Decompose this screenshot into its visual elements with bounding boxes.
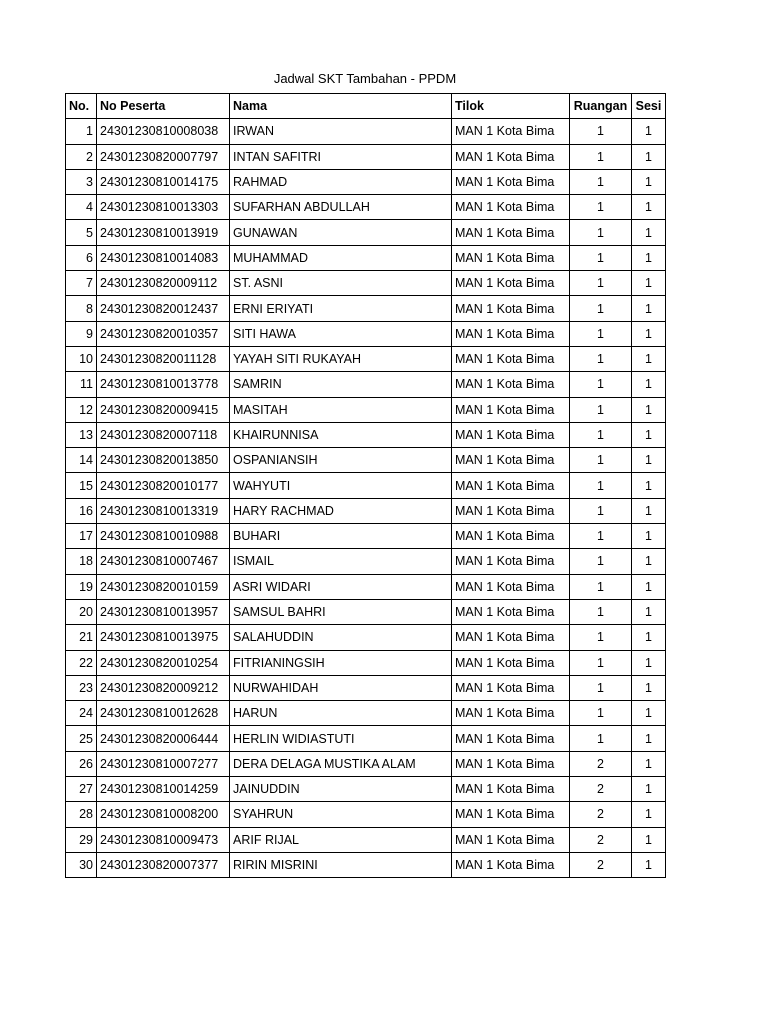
- cell-tilok: MAN 1 Kota Bima: [452, 220, 570, 245]
- cell-nama: SUFARHAN ABDULLAH: [230, 195, 452, 220]
- cell-nama: HERLIN WIDIASTUTI: [230, 726, 452, 751]
- cell-no: 21: [66, 625, 97, 650]
- cell-sesi: 1: [632, 397, 666, 422]
- cell-sesi: 1: [632, 650, 666, 675]
- cell-sesi: 1: [632, 422, 666, 447]
- cell-no-peserta: 24301230810010988: [97, 524, 230, 549]
- cell-no: 24: [66, 701, 97, 726]
- header-no: No.: [66, 94, 97, 119]
- cell-no: 4: [66, 195, 97, 220]
- cell-no: 12: [66, 397, 97, 422]
- cell-nama: SITI HAWA: [230, 321, 452, 346]
- table-row: [66, 675, 666, 700]
- cell-ruangan: 1: [570, 574, 632, 599]
- table-row: [66, 751, 666, 776]
- cell-nama: GUNAWAN: [230, 220, 452, 245]
- cell-nama: NURWAHIDAH: [230, 675, 452, 700]
- table-row: [66, 827, 666, 852]
- cell-tilok: MAN 1 Kota Bima: [452, 777, 570, 802]
- cell-no: 15: [66, 473, 97, 498]
- cell-no-peserta: 24301230810013975: [97, 625, 230, 650]
- cell-tilok: MAN 1 Kota Bima: [452, 726, 570, 751]
- cell-nama: FITRIANINGSIH: [230, 650, 452, 675]
- cell-tilok: MAN 1 Kota Bima: [452, 498, 570, 523]
- cell-ruangan: 1: [570, 195, 632, 220]
- cell-sesi: 1: [632, 852, 666, 877]
- cell-no: 18: [66, 549, 97, 574]
- cell-no: 20: [66, 599, 97, 624]
- cell-no: 8: [66, 296, 97, 321]
- cell-no: 2: [66, 144, 97, 169]
- cell-sesi: 1: [632, 802, 666, 827]
- cell-tilok: MAN 1 Kota Bima: [452, 422, 570, 447]
- cell-tilok: MAN 1 Kota Bima: [452, 625, 570, 650]
- cell-sesi: 1: [632, 169, 666, 194]
- table-row: [66, 220, 666, 245]
- cell-tilok: MAN 1 Kota Bima: [452, 144, 570, 169]
- cell-tilok: MAN 1 Kota Bima: [452, 802, 570, 827]
- table-row: [66, 701, 666, 726]
- cell-nama: OSPANIANSIH: [230, 448, 452, 473]
- cell-no-peserta: 24301230810014083: [97, 245, 230, 270]
- cell-tilok: MAN 1 Kota Bima: [452, 271, 570, 296]
- table-row: [66, 599, 666, 624]
- cell-no-peserta: 24301230810007277: [97, 751, 230, 776]
- cell-ruangan: 1: [570, 498, 632, 523]
- cell-nama: ST. ASNI: [230, 271, 452, 296]
- cell-nama: ISMAIL: [230, 549, 452, 574]
- cell-no-peserta: 24301230810013778: [97, 372, 230, 397]
- cell-ruangan: 1: [570, 650, 632, 675]
- cell-sesi: 1: [632, 625, 666, 650]
- table-row: [66, 195, 666, 220]
- cell-tilok: MAN 1 Kota Bima: [452, 701, 570, 726]
- cell-nama: IRWAN: [230, 119, 452, 144]
- table-row: [66, 549, 666, 574]
- cell-tilok: MAN 1 Kota Bima: [452, 675, 570, 700]
- table-row: [66, 802, 666, 827]
- cell-nama: MUHAMMAD: [230, 245, 452, 270]
- cell-nama: BUHARI: [230, 524, 452, 549]
- cell-ruangan: 2: [570, 852, 632, 877]
- cell-no-peserta: 24301230820009212: [97, 675, 230, 700]
- cell-ruangan: 1: [570, 448, 632, 473]
- cell-sesi: 1: [632, 372, 666, 397]
- table-row: [66, 346, 666, 371]
- header-tilok: Tilok: [452, 94, 570, 119]
- table-row: [66, 448, 666, 473]
- cell-sesi: 1: [632, 321, 666, 346]
- cell-no: 14: [66, 448, 97, 473]
- cell-no-peserta: 24301230820006444: [97, 726, 230, 751]
- cell-nama: SAMSUL BAHRI: [230, 599, 452, 624]
- cell-ruangan: 1: [570, 321, 632, 346]
- cell-ruangan: 1: [570, 144, 632, 169]
- cell-ruangan: 1: [570, 271, 632, 296]
- header-sesi: Sesi: [632, 94, 666, 119]
- cell-nama: ASRI WIDARI: [230, 574, 452, 599]
- cell-no-peserta: 24301230810008038: [97, 119, 230, 144]
- table-header-row: [66, 94, 666, 119]
- cell-ruangan: 2: [570, 827, 632, 852]
- cell-no: 7: [66, 271, 97, 296]
- cell-no-peserta: 24301230810013303: [97, 195, 230, 220]
- cell-nama: DERA DELAGA MUSTIKA ALAM: [230, 751, 452, 776]
- cell-no: 10: [66, 346, 97, 371]
- cell-no: 1: [66, 119, 97, 144]
- cell-tilok: MAN 1 Kota Bima: [452, 524, 570, 549]
- cell-ruangan: 1: [570, 397, 632, 422]
- cell-no: 11: [66, 372, 97, 397]
- table-row: [66, 852, 666, 877]
- cell-no: 16: [66, 498, 97, 523]
- cell-ruangan: 1: [570, 372, 632, 397]
- cell-sesi: 1: [632, 675, 666, 700]
- cell-nama: MASITAH: [230, 397, 452, 422]
- cell-ruangan: 2: [570, 777, 632, 802]
- cell-sesi: 1: [632, 473, 666, 498]
- cell-tilok: MAN 1 Kota Bima: [452, 599, 570, 624]
- cell-nama: ERNI ERIYATI: [230, 296, 452, 321]
- cell-tilok: MAN 1 Kota Bima: [452, 372, 570, 397]
- table-row: [66, 169, 666, 194]
- cell-sesi: 1: [632, 701, 666, 726]
- cell-no-peserta: 24301230820011128: [97, 346, 230, 371]
- cell-no: 6: [66, 245, 97, 270]
- header-nama: Nama: [230, 94, 452, 119]
- table-row: [66, 245, 666, 270]
- cell-sesi: 1: [632, 777, 666, 802]
- cell-tilok: MAN 1 Kota Bima: [452, 397, 570, 422]
- cell-ruangan: 1: [570, 524, 632, 549]
- cell-nama: WAHYUTI: [230, 473, 452, 498]
- cell-sesi: 1: [632, 574, 666, 599]
- cell-no: 13: [66, 422, 97, 447]
- cell-no: 19: [66, 574, 97, 599]
- cell-nama: ARIF RIJAL: [230, 827, 452, 852]
- cell-no: 30: [66, 852, 97, 877]
- cell-no-peserta: 24301230820009415: [97, 397, 230, 422]
- cell-ruangan: 1: [570, 726, 632, 751]
- table-row: [66, 524, 666, 549]
- cell-sesi: 1: [632, 144, 666, 169]
- cell-ruangan: 1: [570, 599, 632, 624]
- cell-sesi: 1: [632, 195, 666, 220]
- cell-ruangan: 1: [570, 169, 632, 194]
- table-row: [66, 271, 666, 296]
- cell-no-peserta: 24301230810007467: [97, 549, 230, 574]
- cell-tilok: MAN 1 Kota Bima: [452, 574, 570, 599]
- table-row: [66, 119, 666, 144]
- cell-no-peserta: 24301230820007118: [97, 422, 230, 447]
- cell-nama: HARY RACHMAD: [230, 498, 452, 523]
- table-row: [66, 321, 666, 346]
- cell-no-peserta: 24301230820010357: [97, 321, 230, 346]
- cell-tilok: MAN 1 Kota Bima: [452, 119, 570, 144]
- cell-tilok: MAN 1 Kota Bima: [452, 296, 570, 321]
- cell-no: 22: [66, 650, 97, 675]
- cell-tilok: MAN 1 Kota Bima: [452, 751, 570, 776]
- cell-ruangan: 2: [570, 751, 632, 776]
- cell-no-peserta: 24301230820012437: [97, 296, 230, 321]
- cell-ruangan: 1: [570, 625, 632, 650]
- cell-nama: RAHMAD: [230, 169, 452, 194]
- cell-sesi: 1: [632, 448, 666, 473]
- cell-sesi: 1: [632, 524, 666, 549]
- cell-sesi: 1: [632, 498, 666, 523]
- cell-tilok: MAN 1 Kota Bima: [452, 245, 570, 270]
- cell-no: 29: [66, 827, 97, 852]
- table-row: [66, 650, 666, 675]
- cell-no-peserta: 24301230820007797: [97, 144, 230, 169]
- table-row: [66, 397, 666, 422]
- cell-tilok: MAN 1 Kota Bima: [452, 321, 570, 346]
- cell-tilok: MAN 1 Kota Bima: [452, 473, 570, 498]
- cell-no-peserta: 24301230820007377: [97, 852, 230, 877]
- cell-tilok: MAN 1 Kota Bima: [452, 827, 570, 852]
- cell-no-peserta: 24301230820013850: [97, 448, 230, 473]
- table-row: [66, 473, 666, 498]
- cell-no-peserta: 24301230810014175: [97, 169, 230, 194]
- cell-ruangan: 1: [570, 549, 632, 574]
- cell-tilok: MAN 1 Kota Bima: [452, 448, 570, 473]
- table-row: [66, 777, 666, 802]
- cell-sesi: 1: [632, 549, 666, 574]
- cell-nama: SAMRIN: [230, 372, 452, 397]
- cell-tilok: MAN 1 Kota Bima: [452, 852, 570, 877]
- cell-ruangan: 1: [570, 473, 632, 498]
- cell-sesi: 1: [632, 827, 666, 852]
- table-row: [66, 498, 666, 523]
- cell-ruangan: 1: [570, 296, 632, 321]
- cell-sesi: 1: [632, 119, 666, 144]
- cell-ruangan: 1: [570, 220, 632, 245]
- cell-tilok: MAN 1 Kota Bima: [452, 650, 570, 675]
- cell-no: 28: [66, 802, 97, 827]
- cell-no-peserta: 24301230810008200: [97, 802, 230, 827]
- cell-no-peserta: 24301230810009473: [97, 827, 230, 852]
- table-row: [66, 574, 666, 599]
- cell-tilok: MAN 1 Kota Bima: [452, 169, 570, 194]
- cell-sesi: 1: [632, 599, 666, 624]
- cell-no: 27: [66, 777, 97, 802]
- cell-tilok: MAN 1 Kota Bima: [452, 549, 570, 574]
- cell-ruangan: 2: [570, 802, 632, 827]
- cell-no: 17: [66, 524, 97, 549]
- cell-tilok: MAN 1 Kota Bima: [452, 346, 570, 371]
- cell-ruangan: 1: [570, 346, 632, 371]
- cell-no: 9: [66, 321, 97, 346]
- header-no-peserta: No Peserta: [97, 94, 230, 119]
- table-row: [66, 372, 666, 397]
- cell-ruangan: 1: [570, 119, 632, 144]
- cell-sesi: 1: [632, 245, 666, 270]
- cell-no-peserta: 24301230820010159: [97, 574, 230, 599]
- cell-nama: HARUN: [230, 701, 452, 726]
- cell-sesi: 1: [632, 296, 666, 321]
- cell-nama: YAYAH SITI RUKAYAH: [230, 346, 452, 371]
- cell-no-peserta: 24301230810014259: [97, 777, 230, 802]
- cell-no-peserta: 24301230810013919: [97, 220, 230, 245]
- cell-ruangan: 1: [570, 422, 632, 447]
- document-title: Jadwal SKT Tambahan - PPDM: [273, 71, 457, 86]
- participant-table: [65, 93, 666, 878]
- cell-no-peserta: 24301230810013319: [97, 498, 230, 523]
- table-row: [66, 296, 666, 321]
- cell-no: 23: [66, 675, 97, 700]
- table-row: [66, 422, 666, 447]
- cell-no: 26: [66, 751, 97, 776]
- cell-sesi: 1: [632, 346, 666, 371]
- cell-nama: JAINUDDIN: [230, 777, 452, 802]
- cell-tilok: MAN 1 Kota Bima: [452, 195, 570, 220]
- cell-sesi: 1: [632, 220, 666, 245]
- cell-ruangan: 1: [570, 245, 632, 270]
- header-ruangan: Ruangan: [570, 94, 632, 119]
- cell-sesi: 1: [632, 271, 666, 296]
- cell-ruangan: 1: [570, 675, 632, 700]
- table-row: [66, 144, 666, 169]
- cell-nama: RIRIN MISRINI: [230, 852, 452, 877]
- cell-no-peserta: 24301230810013957: [97, 599, 230, 624]
- cell-no: 3: [66, 169, 97, 194]
- table-row: [66, 625, 666, 650]
- cell-no-peserta: 24301230820010177: [97, 473, 230, 498]
- cell-no-peserta: 24301230820009112: [97, 271, 230, 296]
- cell-nama: SALAHUDDIN: [230, 625, 452, 650]
- cell-no-peserta: 24301230810012628: [97, 701, 230, 726]
- table-body: [66, 119, 666, 878]
- cell-no: 25: [66, 726, 97, 751]
- cell-no: 5: [66, 220, 97, 245]
- cell-no-peserta: 24301230820010254: [97, 650, 230, 675]
- cell-sesi: 1: [632, 751, 666, 776]
- cell-nama: INTAN SAFITRI: [230, 144, 452, 169]
- cell-nama: KHAIRUNNISA: [230, 422, 452, 447]
- cell-nama: SYAHRUN: [230, 802, 452, 827]
- cell-sesi: 1: [632, 726, 666, 751]
- cell-ruangan: 1: [570, 701, 632, 726]
- table-row: [66, 726, 666, 751]
